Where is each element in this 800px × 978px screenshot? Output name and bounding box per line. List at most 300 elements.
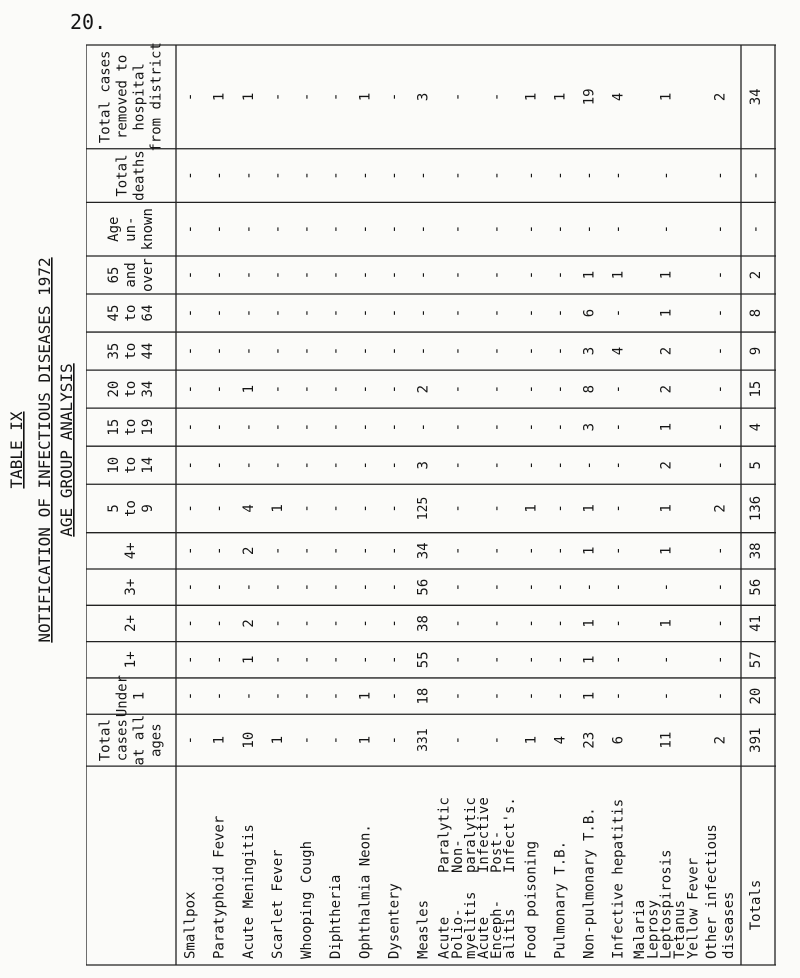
table-cell: - xyxy=(449,422,466,432)
table-subtitle: NOTIFICATION OF INFECTIOUS DISEASES 1972 xyxy=(35,257,54,643)
table-cell: - xyxy=(182,308,199,318)
totals-cell: - xyxy=(748,171,764,180)
disease-name: Other infectious xyxy=(704,824,721,959)
column-header: ages xyxy=(148,723,165,758)
table-cell: - xyxy=(357,461,374,470)
table-cell: - xyxy=(610,582,627,592)
table-cell: - xyxy=(552,308,569,318)
table-cell: - xyxy=(523,224,540,234)
table-cell: - xyxy=(552,384,569,394)
table-cell: 1 xyxy=(523,504,540,513)
table-cell: - xyxy=(712,546,729,556)
column-header: 1+ xyxy=(123,651,139,669)
table-cell: - xyxy=(712,270,729,280)
table-cell: - xyxy=(240,461,257,470)
table-cell: - xyxy=(182,224,199,234)
table-cell: - xyxy=(658,582,675,592)
table-cell: - xyxy=(552,655,569,664)
table-cell: - xyxy=(489,92,506,102)
table-cell: - xyxy=(240,691,257,701)
table-cell: - xyxy=(328,691,345,701)
table-cell: - xyxy=(182,346,199,356)
table-cell: - xyxy=(610,619,627,628)
column-header: 4+ xyxy=(123,542,139,560)
table-cell: 2 xyxy=(658,461,675,470)
table-cell: - xyxy=(712,422,729,432)
column-header: deaths xyxy=(131,150,148,201)
table-cell: - xyxy=(357,308,374,318)
table-cell: - xyxy=(712,308,729,318)
table-cell: - xyxy=(523,461,540,470)
table-cell: - xyxy=(182,735,199,745)
table-cell: - xyxy=(489,546,506,556)
disease-name: Leptospirosis xyxy=(658,849,675,959)
table-cell: - xyxy=(299,619,316,628)
table-cell: 4 xyxy=(240,504,257,513)
table-cell: - xyxy=(610,224,627,234)
table-cell: 1 xyxy=(581,504,598,513)
totals-cell: 38 xyxy=(748,542,764,560)
table-cell: - xyxy=(386,346,403,356)
table-cell: 56 xyxy=(415,578,432,596)
table-cell: 55 xyxy=(415,651,432,669)
table-cell: - xyxy=(449,384,466,394)
table-cell: - xyxy=(712,619,729,628)
table-cell: 3 xyxy=(415,92,432,102)
table-cell: - xyxy=(299,384,316,394)
table-cell: - xyxy=(552,346,569,356)
table-cell: - xyxy=(182,546,199,556)
table-cell: - xyxy=(386,582,403,592)
table-cell: - xyxy=(523,546,540,556)
column-header: 3+ xyxy=(123,578,139,596)
table-cell: - xyxy=(357,384,374,394)
table-cell: - xyxy=(182,422,199,432)
table-cell: - xyxy=(386,691,403,701)
disease-name: Acute xyxy=(436,916,453,959)
totals-cell: 41 xyxy=(748,615,764,632)
disease-name: Yellow Fever xyxy=(685,857,702,959)
table-title: TABLE IX xyxy=(7,411,26,489)
table-cell: 1 xyxy=(581,655,598,664)
table-cell: - xyxy=(552,461,569,470)
table-cell: - xyxy=(299,171,316,180)
table-cell: - xyxy=(489,422,506,432)
table-cell: - xyxy=(449,461,466,470)
table-svg xyxy=(86,40,776,970)
table-cell: 1 xyxy=(658,546,675,556)
table-cell: - xyxy=(328,346,345,356)
table-cell: - xyxy=(610,461,627,470)
table-cell: - xyxy=(211,224,228,234)
table-cell: 1 xyxy=(269,735,286,745)
table-cell: - xyxy=(328,270,345,280)
totals-cell: 57 xyxy=(748,651,764,669)
column-header: 2+ xyxy=(123,615,139,632)
table-cell: 34 xyxy=(415,542,432,560)
column-header: 44 xyxy=(140,342,156,360)
table-cell: 2 xyxy=(658,346,675,356)
table-cell: - xyxy=(552,224,569,234)
table-cell: - xyxy=(610,504,627,513)
table-cell: - xyxy=(299,422,316,432)
table-cell: 1 xyxy=(211,735,228,745)
table-cell: 125 xyxy=(416,496,432,521)
column-header: to xyxy=(123,342,139,360)
table-cell: 10 xyxy=(240,731,257,749)
disease-name: myelitis xyxy=(462,891,479,959)
table-cell: - xyxy=(211,308,228,318)
table-cell: - xyxy=(489,655,506,664)
disease-name: Dysentery xyxy=(386,883,403,959)
table-cell: - xyxy=(328,422,345,432)
table-cell: 23 xyxy=(581,731,598,749)
table-cell: - xyxy=(386,224,403,234)
table-cell: - xyxy=(712,582,729,592)
table-cell: - xyxy=(610,655,627,664)
disease-subtype: Paralytic xyxy=(436,797,453,873)
table-cell: - xyxy=(712,655,729,664)
disease-subtype: Infect's. xyxy=(502,797,519,873)
table-cell: - xyxy=(449,691,466,701)
table-cell: - xyxy=(386,504,403,513)
table-cell: - xyxy=(523,582,540,592)
table-cell: - xyxy=(357,171,374,180)
table-cell: - xyxy=(211,655,228,664)
table-cell: - xyxy=(581,582,598,592)
table-cell: - xyxy=(581,224,598,234)
table-cell: - xyxy=(299,92,316,102)
disease-name: Diphtheria xyxy=(328,874,345,959)
table-cell: 1 xyxy=(610,270,627,280)
totals-cell: 2 xyxy=(748,270,764,280)
table-cell: - xyxy=(182,582,199,592)
table-cell: 2 xyxy=(712,504,729,513)
table-cell: 1 xyxy=(523,735,540,745)
table-cell: - xyxy=(328,504,345,513)
column-header: 10 xyxy=(106,456,122,474)
totals-cell: 5 xyxy=(748,461,764,470)
table-cell: - xyxy=(581,171,598,180)
disease-name: Smallpox xyxy=(182,891,199,959)
table-cell: - xyxy=(386,384,403,394)
table-cell: - xyxy=(523,346,540,356)
table-cell: 1 xyxy=(658,308,675,318)
table-cell: - xyxy=(489,735,506,745)
table-cell: 331 xyxy=(416,728,432,752)
table-cell: - xyxy=(489,224,506,234)
table-cell: - xyxy=(386,92,403,102)
table-cell: - xyxy=(449,619,466,628)
table-cell: - xyxy=(357,346,374,356)
table-cell: - xyxy=(328,171,345,180)
table-cell: - xyxy=(357,422,374,432)
disease-name: Enceph- xyxy=(489,899,506,959)
table-cell: - xyxy=(240,308,257,318)
disease-name: Tetanus xyxy=(672,899,689,959)
table-cell: - xyxy=(269,691,286,701)
table-cell: 4 xyxy=(552,735,569,745)
disease-name: Acute xyxy=(475,916,492,959)
table-cell: - xyxy=(386,546,403,556)
column-header: 20 xyxy=(106,380,122,398)
table-cell: - xyxy=(269,224,286,234)
disease-subtype: paralytic xyxy=(462,797,479,873)
table-cell: - xyxy=(415,270,432,280)
page-number: 20. xyxy=(70,10,107,34)
column-header: to xyxy=(123,500,139,517)
table-cell: - xyxy=(269,461,286,470)
table-cell: - xyxy=(449,224,466,234)
table-cell: - xyxy=(552,422,569,432)
table-cell: - xyxy=(211,270,228,280)
column-header: 64 xyxy=(140,304,156,322)
column-header: 14 xyxy=(140,456,156,474)
table-cell: - xyxy=(299,735,316,745)
table-cell: 1 xyxy=(523,92,540,102)
table-cell: - xyxy=(328,619,345,628)
table-cell: - xyxy=(523,384,540,394)
table-cell: - xyxy=(610,422,627,432)
table-cell: - xyxy=(328,655,345,664)
table-cell: - xyxy=(269,270,286,280)
column-header: 35 xyxy=(106,342,122,360)
table-cell: - xyxy=(269,619,286,628)
table-cell: - xyxy=(449,346,466,356)
table-cell: - xyxy=(357,504,374,513)
table-cell: - xyxy=(415,346,432,356)
table-cell: 1 xyxy=(658,270,675,280)
table-cell: 1 xyxy=(658,422,675,432)
column-header: at all xyxy=(131,714,148,766)
totals-cell: 56 xyxy=(748,578,764,596)
disease-name: diseases xyxy=(721,891,738,959)
table-cell: - xyxy=(328,224,345,234)
table-cell: - xyxy=(523,308,540,318)
table-cell: 1 xyxy=(240,655,257,664)
table-cell: - xyxy=(328,461,345,470)
table-cell: 11 xyxy=(658,731,675,749)
table-cell: - xyxy=(269,422,286,432)
table-cell: - xyxy=(712,171,729,180)
table-cell: - xyxy=(299,655,316,664)
table-cell: - xyxy=(240,171,257,180)
table-cell: - xyxy=(299,308,316,318)
table-cell: - xyxy=(449,92,466,102)
table-cell: 1 xyxy=(658,504,675,513)
column-header: 34 xyxy=(140,380,156,398)
table-cell: - xyxy=(610,546,627,556)
table-cell: 1 xyxy=(552,92,569,102)
column-header: Total xyxy=(97,719,114,762)
table-cell: - xyxy=(299,582,316,592)
table-cell: - xyxy=(386,735,403,745)
table-cell: - xyxy=(658,655,675,664)
table-cell: - xyxy=(211,691,228,701)
table-cell: - xyxy=(357,619,374,628)
table-cell: 1 xyxy=(581,691,598,701)
table-cell: 18 xyxy=(415,687,432,705)
table-cell: 1 xyxy=(269,504,286,513)
disease-name: Acute Meningitis xyxy=(240,824,257,959)
table-cell: - xyxy=(449,735,466,745)
table-cell: - xyxy=(712,384,729,394)
table-cell: - xyxy=(552,691,569,701)
disease-name: Ophthalmia Neon. xyxy=(357,824,374,959)
column-header: un- xyxy=(123,216,139,242)
disease-name: Whooping Cough xyxy=(299,840,316,959)
table-cell: - xyxy=(357,546,374,556)
table-cell: 6 xyxy=(581,308,598,318)
table-cell: - xyxy=(299,224,316,234)
table-cell: - xyxy=(523,171,540,180)
table-cell: 1 xyxy=(211,92,228,102)
table-cell: 6 xyxy=(610,735,627,745)
table-cell: - xyxy=(211,171,228,180)
column-header: 9 xyxy=(140,504,156,513)
table-cell: - xyxy=(328,735,345,745)
table-cell: - xyxy=(449,582,466,592)
table-cell: - xyxy=(182,270,199,280)
totals-cell: 20 xyxy=(748,687,764,705)
table-cell: 1 xyxy=(581,546,598,556)
table-cell: - xyxy=(523,270,540,280)
table-cell: 1 xyxy=(658,92,675,102)
table-cell: - xyxy=(269,308,286,318)
table-cell: - xyxy=(386,171,403,180)
totals-cell: 4 xyxy=(748,422,764,432)
column-header: and xyxy=(123,262,139,288)
table-cell: - xyxy=(299,346,316,356)
table-cell: - xyxy=(211,346,228,356)
table-cell: - xyxy=(489,384,506,394)
table-cell: - xyxy=(712,691,729,701)
table-cell: - xyxy=(211,619,228,628)
table-cell: - xyxy=(489,691,506,701)
table-cell: - xyxy=(211,461,228,470)
table-cell: - xyxy=(240,224,257,234)
table-cell: 3 xyxy=(581,422,598,432)
disease-subtype: Infective xyxy=(475,797,492,873)
table-cell: - xyxy=(328,92,345,102)
totals-label: Totals xyxy=(748,879,764,931)
column-header: to xyxy=(123,418,139,436)
table-cell: 1 xyxy=(658,619,675,628)
column-header: 65 xyxy=(106,266,122,284)
table-cell: - xyxy=(269,92,286,102)
table-cell: 1 xyxy=(357,92,374,102)
table-cell: 3 xyxy=(581,346,598,356)
table-cell: 2 xyxy=(240,619,257,628)
table-cell: - xyxy=(240,270,257,280)
table-cell: - xyxy=(658,171,675,180)
column-header: hospital xyxy=(131,63,148,131)
table-cell: - xyxy=(489,461,506,470)
table-cell: - xyxy=(357,655,374,664)
table-cell: - xyxy=(299,461,316,470)
disease-name: Paratyphoid Fever xyxy=(211,815,228,959)
table-cell: - xyxy=(182,461,199,470)
table-cell: - xyxy=(182,504,199,513)
table-cell: - xyxy=(610,384,627,394)
column-header: to xyxy=(123,304,139,322)
table-cell: 2 xyxy=(240,546,257,556)
table-cell: - xyxy=(415,308,432,318)
table-cell: 1 xyxy=(240,92,257,102)
table-cell: - xyxy=(269,546,286,556)
table-cell: 3 xyxy=(415,461,432,470)
table-cell: - xyxy=(552,270,569,280)
disease-name: Leprosy xyxy=(645,899,662,959)
table-cell: - xyxy=(357,582,374,592)
disease-subtype: Post- xyxy=(489,830,506,873)
table-cell: - xyxy=(489,308,506,318)
table-cell: - xyxy=(523,422,540,432)
age-group-table xyxy=(86,40,776,970)
table-cell: - xyxy=(415,171,432,180)
table-cell: - xyxy=(211,422,228,432)
totals-cell: 9 xyxy=(748,346,764,356)
column-header: 45 xyxy=(106,304,122,322)
table-cell: - xyxy=(449,308,466,318)
table-cell: - xyxy=(449,504,466,513)
table-cell: - xyxy=(552,582,569,592)
table-cell: - xyxy=(415,422,432,432)
table-cell: - xyxy=(386,422,403,432)
table-cell: - xyxy=(328,582,345,592)
column-header: to xyxy=(123,380,139,398)
table-cell: - xyxy=(299,691,316,701)
column-header: 5 xyxy=(106,504,122,513)
table-cell: - xyxy=(489,346,506,356)
table-cell: 8 xyxy=(581,384,598,394)
disease-name: Infective hepatitis xyxy=(610,798,627,959)
totals-cell: 15 xyxy=(748,380,764,398)
table-cell: - xyxy=(182,171,199,180)
disease-name: Pulmonary T.B. xyxy=(552,840,569,959)
table-cell: - xyxy=(269,346,286,356)
table-cell: - xyxy=(182,691,199,701)
table-cell: - xyxy=(299,546,316,556)
totals-cell: 34 xyxy=(748,88,764,106)
table-cell: - xyxy=(386,270,403,280)
table-cell: - xyxy=(581,461,598,470)
table-cell: - xyxy=(449,655,466,664)
table-cell: 2 xyxy=(658,384,675,394)
table-cell: 2 xyxy=(415,384,432,394)
table-cell: - xyxy=(328,384,345,394)
table-cell: - xyxy=(240,422,257,432)
table-cell: - xyxy=(658,224,675,234)
table-cell: - xyxy=(415,224,432,234)
table-cell: - xyxy=(523,619,540,628)
table-cell: 19 xyxy=(581,88,598,106)
column-header: Under xyxy=(114,675,131,718)
disease-name: alitis xyxy=(502,908,519,959)
table-cell: - xyxy=(552,504,569,513)
table-cell: - xyxy=(610,171,627,180)
disease-name: Non-pulmonary T.B. xyxy=(581,807,598,959)
table-cell: - xyxy=(658,691,675,701)
table-cell: - xyxy=(211,582,228,592)
totals-cell: 391 xyxy=(748,727,764,753)
table-cell: 2 xyxy=(712,735,729,745)
table-cell: - xyxy=(712,224,729,234)
disease-name: Malaria xyxy=(631,899,648,959)
table-cell: - xyxy=(489,171,506,180)
table-cell: - xyxy=(523,691,540,701)
totals-cell: 8 xyxy=(748,308,764,318)
